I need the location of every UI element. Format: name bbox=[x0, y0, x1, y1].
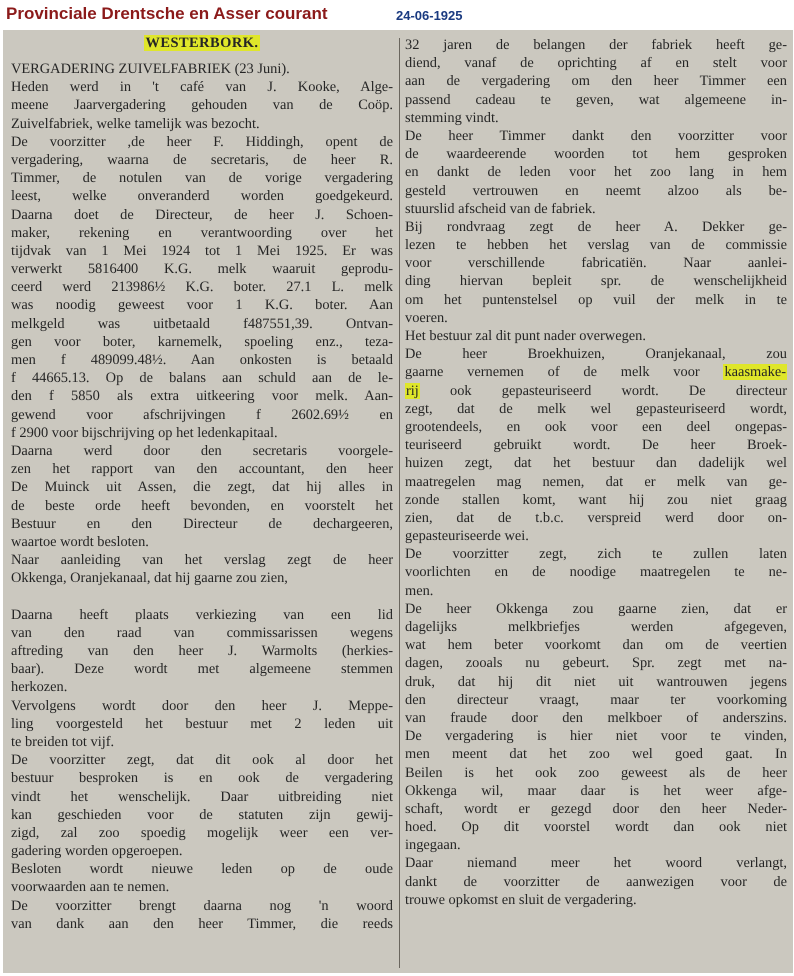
line-text: tijdvak van 1 Mei 1924 tot 1 Mei 1925. Er was bbox=[11, 242, 393, 259]
line-text: lezen te hebben het verslag van de commissie bbox=[405, 237, 787, 254]
text-line bbox=[405, 109, 787, 127]
text-line bbox=[405, 400, 787, 418]
line-text: Daarna doet de Directeur, de heer J. Schoen- bbox=[11, 206, 393, 223]
line-text: Daar niemand meer het woord verlangt, bbox=[405, 855, 787, 872]
text-line bbox=[405, 636, 787, 654]
text-line bbox=[11, 860, 393, 878]
line-text: Bij rondvraag zegt de heer A. Dekker ge- bbox=[405, 218, 787, 235]
line-text: gaarne vernemen of de melk voor bbox=[405, 364, 724, 381]
line-text: stuurslid afscheid van de fabriek. bbox=[405, 200, 596, 217]
line-text: dankt de voorzitter de aanwezigen voor de bbox=[405, 873, 787, 890]
text-line bbox=[405, 291, 787, 309]
line-text: maatregelen mag nemen, dat er melk van ge- bbox=[405, 473, 787, 490]
text-line bbox=[11, 515, 393, 533]
line-text: zegt, dat de melk wel gepasteuriseerd wordt, bbox=[405, 400, 787, 417]
text-line bbox=[405, 836, 787, 854]
text-line bbox=[11, 151, 393, 169]
clipping-header bbox=[0, 0, 794, 30]
line-text: ding hiervan bepleit spr. de wenschelijkheid bbox=[405, 273, 787, 290]
text-line bbox=[11, 278, 393, 296]
line-text: f 2900 voor bijschrijving op het ledenkapitaal. bbox=[11, 424, 278, 441]
text-line bbox=[11, 897, 393, 915]
publication-title: Provinciale Drentsche en Asser courant bbox=[6, 4, 328, 23]
text-line bbox=[11, 624, 393, 642]
text-line bbox=[405, 873, 787, 891]
text-line bbox=[405, 545, 787, 563]
highlighted-text: kaasmake- bbox=[724, 364, 786, 381]
line-text: de beste orde heeft bevonden, en voorstelt het bbox=[11, 497, 393, 514]
text-line bbox=[11, 424, 393, 442]
text-line bbox=[11, 260, 393, 278]
text-line bbox=[405, 800, 787, 818]
line-text: f 44665.13. Op de balans aan schuld aan de le- bbox=[11, 370, 393, 387]
line-text: De voorzitter zegt, dat dit ook al door het bbox=[11, 752, 393, 769]
line-text: De heer Broekhuizen, Oranjekanaal, zou bbox=[405, 346, 787, 363]
line-text: De Muinck uit Assen, die zegt, dat hij alles in bbox=[11, 479, 393, 496]
line-text: schaft, wordt er gezegd door den heer Neder- bbox=[405, 800, 787, 817]
text-line bbox=[11, 842, 393, 860]
line-text: aftreding van den heer J. Warmolts (herkies- bbox=[11, 643, 393, 659]
text-line bbox=[405, 36, 787, 54]
newspaper-clipping bbox=[3, 30, 793, 973]
text-line bbox=[405, 782, 787, 800]
line-text: gepasteuriseerde wei. bbox=[405, 528, 529, 545]
line-text: De vergadering is hier niet voor te vinden, bbox=[405, 728, 787, 745]
text-line bbox=[11, 78, 393, 96]
line-text: dagelijks melkbriefjes werden afgegeven, bbox=[405, 619, 787, 635]
text-line bbox=[11, 878, 393, 896]
line-text: zen het rapport van den accountant, den heer bbox=[11, 461, 393, 478]
text-line bbox=[405, 764, 787, 782]
publication-date: 24-06-1925 bbox=[396, 8, 463, 23]
text-line bbox=[405, 818, 787, 836]
text-line bbox=[405, 127, 787, 145]
line-text: van den raad van commissarissen wegens bbox=[11, 624, 393, 641]
left-column bbox=[11, 30, 393, 973]
text-line bbox=[405, 236, 787, 254]
line-text: ook gepasteuriseerd wordt. De directeur bbox=[419, 382, 787, 399]
line-text: De voorzitter ,de heer F. Hiddingh, opent de bbox=[11, 133, 393, 150]
line-text: zien, dat de t.b.c. verspreid werd door on- bbox=[405, 509, 787, 526]
line-text: Besloten wordt nieuwe leden op de oude bbox=[11, 861, 393, 878]
text-line bbox=[405, 218, 787, 236]
text-line bbox=[11, 660, 393, 678]
text-line bbox=[405, 72, 787, 90]
line-text: men f 489099.48½. Aan onkosten is betaald bbox=[11, 352, 393, 368]
line-text: zigd, zal zoo spoedig mogelijk weer een ver- bbox=[11, 824, 393, 841]
right-column-text bbox=[405, 30, 787, 909]
text-line bbox=[11, 296, 393, 314]
text-line bbox=[405, 618, 787, 636]
line-text: stemming vindt. bbox=[405, 109, 499, 126]
line-text: Vervolgens wordt door den heer J. Meppe- bbox=[11, 697, 393, 714]
text-line bbox=[405, 382, 787, 400]
article-place-heading bbox=[11, 30, 393, 60]
text-line bbox=[11, 224, 393, 242]
text-line bbox=[11, 715, 393, 733]
line-text: van fraude door den melkboer of anderszins. bbox=[405, 709, 787, 726]
line-text: voeren. bbox=[405, 309, 448, 326]
text-line bbox=[11, 806, 393, 824]
line-text: 32 jaren de belangen der fabriek heeft ge- bbox=[405, 37, 787, 53]
line-text: verwerkt 5816400 K.G. melk waaruit geprodu- bbox=[11, 261, 393, 278]
text-line bbox=[11, 478, 393, 496]
text-line bbox=[11, 351, 393, 369]
line-text: men meent dat het zoo wel goed gaat. In bbox=[405, 746, 787, 763]
text-line bbox=[11, 497, 393, 515]
text-line bbox=[11, 369, 393, 387]
line-text: gesteld vertrouwen en neemt alzoo als be- bbox=[405, 182, 787, 199]
line-text: aan de vergadering om den heer Timmer een bbox=[405, 73, 787, 90]
text-line bbox=[11, 187, 393, 205]
line-text: dagen, zooals nu gebeurt. Spr. zegt met na- bbox=[405, 655, 787, 672]
line-text: VERGADERING ZUIVELFABRIEK (23 Juni). bbox=[11, 61, 290, 77]
line-text: Heden werd in 't café van J. Kooke, Alge- bbox=[11, 79, 393, 96]
text-line bbox=[11, 642, 393, 660]
text-line bbox=[405, 309, 787, 327]
line-text: Timmer, de notulen van de vorige vergadering bbox=[11, 170, 393, 187]
line-text: bestuur besproken is en ook de vergadering bbox=[11, 770, 393, 787]
line-text: De heer Okkenga zou gaarne zien, dat er bbox=[405, 600, 787, 617]
line-text: grootendeels, en ook voor een deel ongepas- bbox=[405, 418, 787, 435]
line-text: trouwe opkomst en sluit de vergadering. bbox=[405, 891, 637, 908]
text-line bbox=[405, 182, 787, 200]
line-text: ceerd werd 213986½ K.G. boter. 27.1 L. melk bbox=[11, 279, 393, 296]
text-line bbox=[405, 891, 787, 909]
text-line bbox=[11, 206, 393, 224]
text-line bbox=[11, 242, 393, 260]
text-line bbox=[11, 733, 393, 751]
column-divider bbox=[399, 38, 400, 968]
line-text: herkozen. bbox=[11, 679, 68, 696]
text-line bbox=[405, 454, 787, 472]
text-line bbox=[11, 406, 393, 424]
line-text: huizen zegt, dat het bestuur dan dadelijk wel bbox=[405, 455, 787, 472]
line-text: Bestuur en den Directeur de dechargeeren, bbox=[11, 515, 393, 532]
line-text: Beilen is het ook zoo geweest als de heer bbox=[405, 764, 787, 781]
text-line bbox=[405, 600, 787, 618]
right-column bbox=[405, 30, 787, 973]
line-text: De heer Timmer dankt den voorzitter voor bbox=[405, 127, 787, 144]
line-text: meene Jaarvergadering gehouden van de Coöp. bbox=[11, 97, 393, 114]
line-text: druk, dat hij dit niet uit wantrouwen jegens bbox=[405, 673, 787, 690]
text-line bbox=[405, 691, 787, 709]
line-text: gadering worden opgeroepen. bbox=[11, 843, 183, 860]
highlighted-place: WESTERBORK. bbox=[145, 35, 259, 51]
text-line bbox=[11, 769, 393, 787]
text-line bbox=[405, 854, 787, 872]
line-text: van dank aan den heer Timmer, die reeds bbox=[11, 915, 393, 932]
line-text: Het bestuur zal dit punt nader overwegen. bbox=[405, 328, 646, 344]
text-line bbox=[11, 751, 393, 769]
text-line bbox=[405, 91, 787, 109]
text-line bbox=[11, 606, 393, 624]
text-line bbox=[11, 915, 393, 933]
text-line bbox=[405, 363, 787, 381]
text-line bbox=[405, 491, 787, 509]
text-line bbox=[405, 473, 787, 491]
line-text: Naar aanleiding van het verslag zegt de heer bbox=[11, 552, 393, 569]
text-line bbox=[11, 115, 393, 133]
line-text: was noodig geweest voor 1 K.G. boter. Aan bbox=[11, 297, 393, 314]
text-line bbox=[405, 654, 787, 672]
line-text: ling voorgesteld het bestuur met 2 leden uit bbox=[11, 715, 393, 732]
line-text: passend cadeau te geven, wat algemeene in- bbox=[405, 91, 787, 108]
line-text: kan geschieden voor de statuten zijn gewij- bbox=[11, 806, 393, 823]
text-line bbox=[405, 436, 787, 454]
line-text: diend, vanaf de oprichting af en stelt voor bbox=[405, 55, 787, 72]
line-text: Okkenga wil, maar daar is het weer afge- bbox=[405, 782, 787, 799]
text-line bbox=[11, 460, 393, 478]
text-line bbox=[11, 533, 393, 551]
text-line bbox=[405, 727, 787, 745]
line-text: de waardeerende woorden tot hem gesproken bbox=[405, 146, 787, 163]
line-text: voorwaarden aan te nemen. bbox=[11, 879, 170, 896]
line-text: gen voor boter, karnemelk, spoeling enz., teza- bbox=[11, 333, 393, 350]
line-text: leest, welke onveranderd worden goedgekeurd. bbox=[11, 188, 393, 205]
text-line bbox=[11, 387, 393, 405]
line-text: voor verschillende fabricatiën. Naar aanlei- bbox=[405, 255, 787, 272]
text-line bbox=[405, 509, 787, 527]
line-text: hoed. Op dit voorstel wordt dan ook niet bbox=[405, 819, 787, 836]
text-line bbox=[11, 788, 393, 806]
line-text: waartoe wordt besloten. bbox=[11, 533, 149, 550]
text-line bbox=[11, 442, 393, 460]
text-line bbox=[11, 824, 393, 842]
line-text: Okkenga, Oranjekanaal, dat hij gaarne zou zien, bbox=[11, 570, 288, 587]
text-line bbox=[405, 145, 787, 163]
line-text: teuriseerd gebruikt wordt. De heer Broek- bbox=[405, 437, 787, 454]
text-line bbox=[405, 54, 787, 72]
line-text: voorlichten en de noodige maatregelen te ne- bbox=[405, 564, 787, 581]
line-text: den directeur vraagt, maar ter voorkoming bbox=[405, 691, 787, 708]
text-line bbox=[11, 333, 393, 351]
text-line bbox=[11, 96, 393, 114]
text-line bbox=[11, 315, 393, 333]
line-text: om het puntenstelsel op vuil der melk in te bbox=[405, 291, 787, 308]
text-line bbox=[11, 60, 393, 78]
line-text: gewend voor afschrijvingen f 2602.69½ en bbox=[11, 406, 393, 423]
line-text: De voorzitter brengt daarna nog 'n woord bbox=[11, 897, 393, 914]
line-text: zonde stallen komt, want hij zou niet graag bbox=[405, 491, 787, 508]
line-text: maker, rekening en verantwoording over het bbox=[11, 224, 393, 241]
text-line bbox=[405, 527, 787, 545]
text-line bbox=[405, 200, 787, 218]
text-line bbox=[405, 272, 787, 290]
line-text: vergadering, waarna de secretaris, de heer R. bbox=[11, 151, 393, 168]
line-text: De voorzitter zegt, zich te zullen laten bbox=[405, 546, 787, 563]
text-line bbox=[405, 745, 787, 763]
text-line bbox=[11, 569, 393, 587]
text-line bbox=[11, 678, 393, 696]
text-line bbox=[405, 563, 787, 581]
text-line bbox=[11, 133, 393, 151]
text-line bbox=[405, 254, 787, 272]
left-column-text bbox=[11, 60, 393, 933]
line-text: baar). Deze wordt met algemeene stemmen bbox=[11, 661, 393, 678]
line-text: ingegaan. bbox=[405, 837, 461, 854]
line-text: Daarna werd door den secretaris voorgele- bbox=[11, 442, 393, 459]
text-line bbox=[11, 551, 393, 569]
line-text: wat hem beter voorkomt dan om de veertien bbox=[405, 637, 787, 654]
line-text: melkgeld was uitbetaald f487551,39. Ontvan- bbox=[11, 315, 393, 332]
line-text: Zuivelfabriek, welke tamelijk was bezocht. bbox=[11, 115, 260, 132]
text-line bbox=[405, 345, 787, 363]
line-text: vindt het wenschelijk. Daar uitbreiding niet bbox=[11, 788, 393, 805]
text-line bbox=[11, 587, 393, 605]
line-text: te breiden tot vijf. bbox=[11, 733, 115, 750]
line-text: Daarna heeft plaats verkiezing van een lid bbox=[11, 606, 393, 623]
line-text: men. bbox=[405, 582, 434, 599]
line-text: en dankt de leden voor het zoo lang in hem bbox=[405, 164, 787, 181]
text-line bbox=[405, 163, 787, 181]
text-line bbox=[405, 327, 787, 345]
text-line bbox=[405, 709, 787, 727]
text-line bbox=[405, 582, 787, 600]
text-line bbox=[405, 673, 787, 691]
text-line bbox=[405, 418, 787, 436]
text-line bbox=[11, 697, 393, 715]
line-text: den f 5850 als extra uitkeering voor melk. Aan- bbox=[11, 388, 393, 405]
text-line bbox=[11, 169, 393, 187]
highlighted-text: rij bbox=[406, 382, 419, 399]
